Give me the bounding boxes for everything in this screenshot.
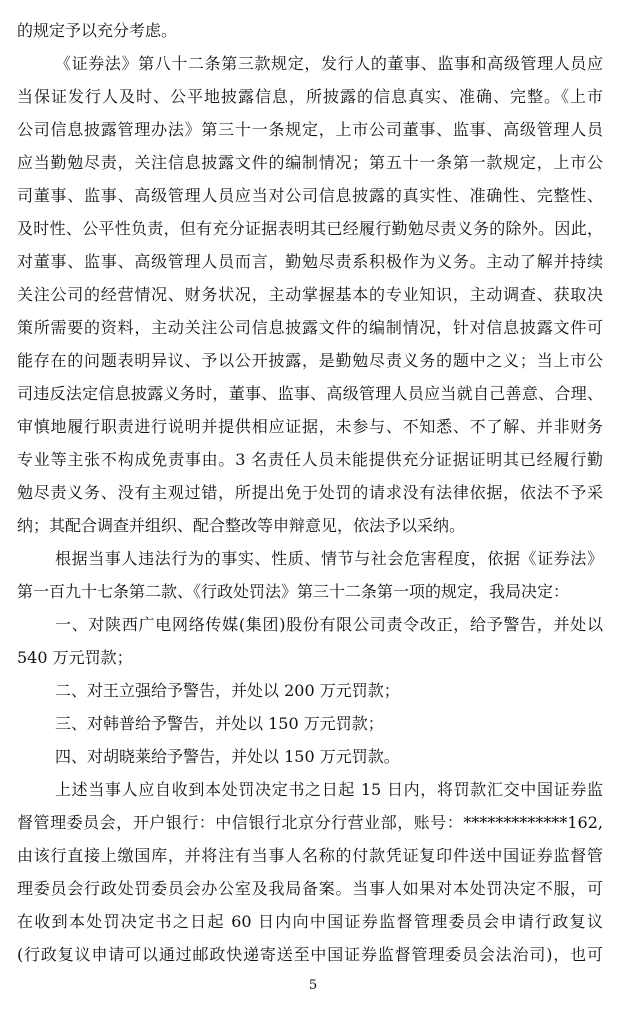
text-line: 公司信息披露管理办法》第三十一条规定，上市公司董事、监事、高级管理人员 — [17, 120, 603, 139]
text-line: 一、对陕西广电网络传媒(集团)股份有限公司责令改正，给予警告，并处以 — [55, 615, 603, 634]
text-line: 四、对胡晓莱给予警告，并处以 150 万元罚款。 — [55, 747, 400, 766]
text-line: 二、对王立强给予警告，并处以 200 万元罚款； — [55, 681, 400, 700]
text-line: 在收到本处罚决定书之日起 60 日内向中国证券监督管理委员会申请行政复议 — [17, 912, 603, 931]
text-line: 专业等主张不构成免责事由。3 名责任人员未能提供充分证据证明其已经履行勤 — [17, 450, 603, 469]
paragraph — [17, 14, 603, 47]
text-line: 勉尽责义务、没有主观过错，所提出免于处罚的请求没有法律依据，依法不予采 — [17, 483, 603, 502]
paragraph — [17, 674, 603, 707]
text-line: 根据当事人违法行为的事实、性质、情节与社会危害程度，依据《证券法》 — [55, 549, 603, 568]
paragraph — [17, 707, 603, 740]
text-line: 当保证发行人及时、公平地披露信息，所披露的信息真实、准确、完整。《上市 — [17, 87, 603, 106]
document-page — [17, 14, 603, 971]
text-line: 应当勤勉尽责，关注信息披露文件的编制情况；第五十一条第一款规定，上市公 — [17, 153, 603, 172]
text-line: 纳；其配合调查并组织、配合整改等申辩意见，依法予以采纳。 — [17, 516, 466, 535]
text-line: 上述当事人应自收到本处罚决定书之日起 15 日内，将罚款汇交中国证券监 — [55, 780, 603, 799]
text-line: 《证券法》第八十二条第三款规定，发行人的董事、监事和高级管理人员应 — [55, 54, 603, 73]
text-line: 及时性、公平性负责，但有充分证据表明其已经履行勤勉尽责义务的除外。因此， — [17, 219, 603, 238]
text-line: 由该行直接上缴国库，并将注有当事人名称的付款凭证复印件送中国证券监督管 — [17, 846, 603, 865]
text-line: 关注公司的经营情况、财务状况，主动掌握基本的专业知识，主动调查、获取决 — [17, 285, 603, 304]
text-line: 督管理委员会，开户银行：中信银行北京分行营业部，账号：*************162, — [17, 813, 603, 832]
text-line: 的规定予以充分考虑。 — [17, 21, 178, 40]
text-line: 审慎地履行职责进行说明并提供相应证据，未参与、不知悉、不了解、并非财务 — [17, 417, 603, 436]
paragraph — [17, 608, 603, 674]
text-line: 对董事、监事、高级管理人员而言，勤勉尽责系积极作为义务。主动了解并持续 — [17, 252, 603, 271]
text-line: 司违反法定信息披露义务时，董事、监事、高级管理人员应当就自己善意、合理、 — [17, 384, 603, 403]
text-line: 三、对韩普给予警告，并处以 150 万元罚款； — [55, 714, 384, 733]
paragraph — [17, 47, 603, 542]
text-line: 能存在的问题表明异议、予以公开披露，是勤勉尽责义务的题中之义；当上市公 — [17, 351, 603, 370]
paragraph — [17, 542, 603, 608]
text-line: 第一百九十七条第二款、《行政处罚法》第三十二条第一项的规定，我局决定： — [17, 582, 570, 601]
text-line: 540 万元罚款； — [17, 648, 133, 667]
text-line: 理委员会行政处罚委员会办公室及我局备案。当事人如果对本处罚决定不服，可 — [17, 879, 603, 898]
text-line: 司董事、监事、高级管理人员应当对公司信息披露的真实性、准确性、完整性、 — [17, 186, 603, 205]
page-number: 5 — [308, 978, 318, 993]
paragraph — [17, 740, 603, 773]
text-line: 策所需要的资料，主动关注公司信息披露文件的编制情况，针对信息披露文件可 — [17, 318, 603, 337]
text-line: (行政复议申请可以通过邮政快递寄送至中国证券监督管理委员会法治司)，也可 — [17, 945, 603, 964]
paragraph — [17, 773, 603, 971]
